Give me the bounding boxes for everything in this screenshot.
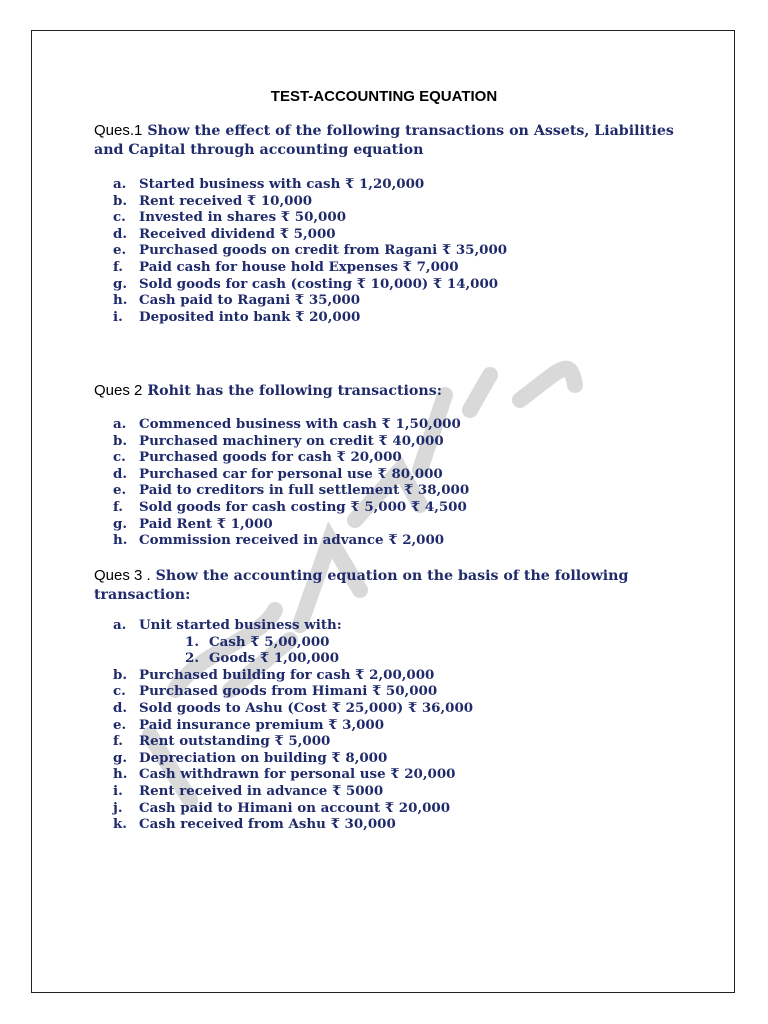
list-item-text: Purchased goods for cash ₹ 20,000 <box>139 449 402 466</box>
list-item <box>113 259 633 276</box>
list-item <box>113 816 633 833</box>
list-item-text: Sold goods for cash (costing ₹ 10,000) ₹ 14,000 <box>139 275 499 292</box>
list-item-label: g. <box>113 515 128 532</box>
list-item-text: Invested in shares ₹ 50,000 <box>139 209 347 226</box>
question-3-heading <box>94 566 694 605</box>
list-item-text: Cash paid to Ragani ₹ 35,000 <box>139 292 361 309</box>
list-item-text: Received dividend ₹ 5,000 <box>139 225 336 242</box>
question-1-prefix: Ques.1 <box>94 122 143 139</box>
list-item <box>113 292 633 309</box>
list-item <box>113 449 633 466</box>
list-item-label: h. <box>113 766 128 783</box>
list-item <box>113 433 633 450</box>
list-item-text: Purchased goods from Himani ₹ 50,000 <box>139 683 438 700</box>
list-item <box>113 783 633 800</box>
list-item-label: d. <box>113 699 128 716</box>
sub-list-container <box>113 634 633 667</box>
list-item-label: h. <box>113 292 128 309</box>
list-item <box>113 800 633 817</box>
list-item <box>113 209 633 226</box>
list-item <box>113 499 633 516</box>
list-item <box>185 634 705 651</box>
list-item-label: a. <box>113 176 127 192</box>
list-item-label: f. <box>113 498 123 515</box>
list-item-label: f. <box>113 733 123 750</box>
list-item-text: Purchased goods on credit from Ragani ₹ 35,000 <box>139 242 508 259</box>
question-2-prefix: Ques 2 <box>94 382 143 399</box>
list-item-label: f. <box>113 258 123 275</box>
list-item <box>113 516 633 533</box>
list-item-label: a. <box>113 416 127 432</box>
list-item-text: Paid cash for house hold Expenses ₹ 7,000 <box>139 258 459 275</box>
list-item <box>113 750 633 767</box>
list-item-label: g. <box>113 275 128 292</box>
list-item <box>113 700 633 717</box>
list-item <box>113 733 633 750</box>
question-1-heading <box>94 121 694 160</box>
list-item <box>113 416 633 433</box>
list-item-text: Started business with cash ₹ 1,20,000 <box>139 176 425 192</box>
question-3-list-rest <box>113 667 633 833</box>
list-item <box>113 667 633 684</box>
list-item-label: i. <box>113 782 123 799</box>
list-item-text: Rent outstanding ₹ 5,000 <box>139 733 331 750</box>
question-3-text-line1: Show the accounting equation on the basis of the following <box>155 568 629 584</box>
list-item-label: c. <box>113 449 126 466</box>
question-2-list <box>113 416 633 549</box>
list-item <box>185 650 705 667</box>
list-item-text: Depreciation on building ₹ 8,000 <box>139 749 388 766</box>
list-item-text: Rent received ₹ 10,000 <box>139 192 313 209</box>
list-item-label: 2. <box>185 650 199 667</box>
list-item-label: e. <box>113 242 127 259</box>
list-item-text: Paid Rent ₹ 1,000 <box>139 515 273 532</box>
list-item-text: Purchased building for cash ₹ 2,00,000 <box>139 666 435 683</box>
question-1-list <box>113 176 633 325</box>
list-item-text: Goods ₹ 1,00,000 <box>209 650 340 667</box>
list-item <box>113 482 633 499</box>
list-item-label: 1. <box>185 633 199 650</box>
list-item <box>113 532 633 549</box>
list-item-text: Deposited into bank ₹ 20,000 <box>139 308 361 325</box>
list-item <box>113 242 633 259</box>
list-item-text: Paid to creditors in full settlement ₹ 38,000 <box>139 482 470 499</box>
list-item <box>113 617 633 634</box>
question-3-prefix: Ques 3 . <box>94 567 151 584</box>
list-item-text: Rent received in advance ₹ 5000 <box>139 782 384 799</box>
list-item-label: c. <box>113 209 126 226</box>
page-title: TEST-ACCOUNTING EQUATION <box>270 88 498 105</box>
list-item <box>113 766 633 783</box>
list-item <box>113 466 633 483</box>
question-3-sub-list <box>185 634 705 667</box>
list-item <box>113 309 633 326</box>
question-1-text-line1: Show the effect of the following transactions on Assets, Liabilities <box>147 123 674 139</box>
list-item <box>113 276 633 293</box>
list-item-label: b. <box>113 666 128 683</box>
list-item-text: Sold goods to Ashu (Cost ₹ 25,000) ₹ 36,000 <box>139 699 474 716</box>
list-item <box>113 176 633 193</box>
list-item-label: i. <box>113 308 123 325</box>
list-item-label: g. <box>113 749 128 766</box>
list-item-text: Paid insurance premium ₹ 3,000 <box>139 716 385 733</box>
list-item-text: Cash ₹ 5,00,000 <box>209 633 330 650</box>
list-item-text: Sold goods for cash costing ₹ 5,000 ₹ 4,500 <box>139 498 467 515</box>
list-item-text: Purchased machinery on credit ₹ 40,000 <box>139 432 444 449</box>
list-item-label: a. <box>113 617 127 633</box>
list-item-label: e. <box>113 716 127 733</box>
list-item-label: d. <box>113 465 128 482</box>
list-rest-container <box>113 667 633 833</box>
list-item-label: k. <box>113 816 127 833</box>
list-item-text: Unit started business with: <box>139 617 342 633</box>
list-item-label: b. <box>113 432 128 449</box>
question-1-text-line2: and Capital through accounting equation <box>94 142 424 158</box>
question-3-list <box>113 617 633 833</box>
list-item-label: j. <box>113 799 123 816</box>
question-3-text-line2: transaction: <box>94 587 191 603</box>
list-item-text: Cash paid to Himani on account ₹ 20,000 <box>139 799 451 816</box>
list-item-label: e. <box>113 482 127 499</box>
list-item-text: Cash received from Ashu ₹ 30,000 <box>139 816 396 833</box>
list-item-label: c. <box>113 683 126 700</box>
list-item-label: d. <box>113 225 128 242</box>
list-item-label: h. <box>113 532 128 549</box>
list-item-text: Commission received in advance ₹ 2,000 <box>139 532 445 549</box>
list-item-label: b. <box>113 192 128 209</box>
list-item <box>113 193 633 210</box>
list-item-text: Purchased car for personal use ₹ 80,000 <box>139 465 443 482</box>
question-2-heading <box>94 381 694 401</box>
list-item-text: Cash withdrawn for personal use ₹ 20,000 <box>139 766 456 783</box>
list-item <box>113 226 633 243</box>
list-item-text: Commenced business with cash ₹ 1,50,000 <box>139 416 461 432</box>
list-item <box>113 717 633 734</box>
question-2-text: Rohit has the following transactions: <box>147 383 442 399</box>
list-item <box>113 683 633 700</box>
